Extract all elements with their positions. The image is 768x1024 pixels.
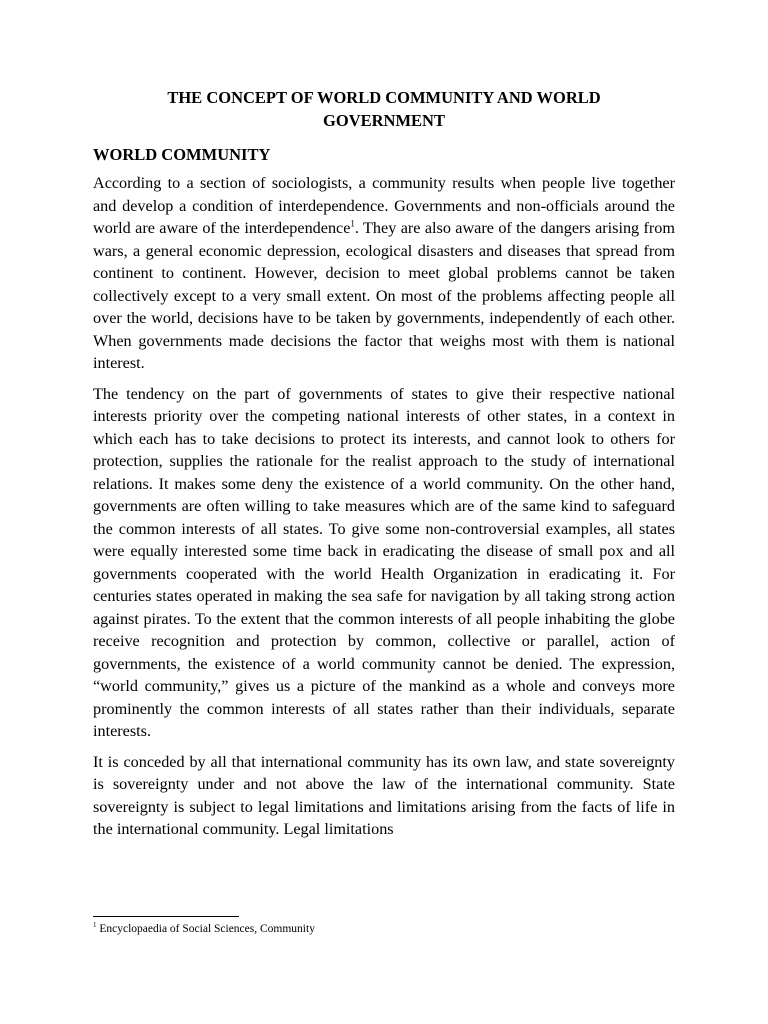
footnote-separator xyxy=(93,916,239,917)
paragraph-1 xyxy=(93,172,675,375)
paragraph-1-text-b: . They are also aware of the dangers arising from wars, a general economic depression, ecological disasters and diseases that spread from continent to continent. However, decision to meet global problems cannot be taken collectively except to a very small extent. On most of the problems affecting people all over the world, decisions have to be taken by governments, independently of each other. When governments made decisions the factor that weighs most with them is national interest. xyxy=(93,219,675,372)
paragraph-3: It is conceded by all that international community has its own law, and state sovereignty is sovereignty under and not above the law of the international community. State sovereignty is subject to legal limitations and limitations arising from the facts of life in the international community. Legal limitations xyxy=(93,752,675,838)
document-page xyxy=(93,86,675,849)
footnote-text: Encyclopaedia of Social Sciences, Community xyxy=(96,923,315,935)
document-title: THE CONCEPT OF WORLD COMMUNITY AND WORLD GOVERNMENT xyxy=(167,88,601,130)
paragraph-1-text-a: According to a section of sociologists, a community results when people live together and develop a condition of interdependence. Governments and non-officials around the world are aware of the interdependence xyxy=(93,174,675,237)
footnote-number: 1 xyxy=(93,921,97,930)
section-heading: WORLD COMMUNITY xyxy=(93,145,271,164)
footnote xyxy=(93,922,315,936)
footnote-reference[interactable]: 1 xyxy=(350,218,355,229)
paragraph-2: The tendency on the part of governments of states to give their respective national interests priority over the competing national interests of other states, in a context in which each has to take decisions to protect its interests, and cannot look to others for protection, supplies the rationale for the realist approach to the study of international relations. It makes some deny the existence of a world community. On the other hand, governments are often willing to take measures which are of the same kind to safeguard the common interests of all states. To give some non-controversial examples, all states were equally interested some time back in eradicating the disease of small pox and all governments cooperated with the world Health Organization in eradicating it. For centuries states operated in making the sea safe for navigation by all taking strong action against pirates. To the extent that the common interests of all people inhabiting the globe receive recognition and protection by common, collective or parallel, action of governments, the existence of a world community cannot be denied. The expression, “world community,” gives us a picture of the mankind as a whole and conveys more prominently the common interests of all states rather than their individuals, separate interests. xyxy=(93,384,675,740)
